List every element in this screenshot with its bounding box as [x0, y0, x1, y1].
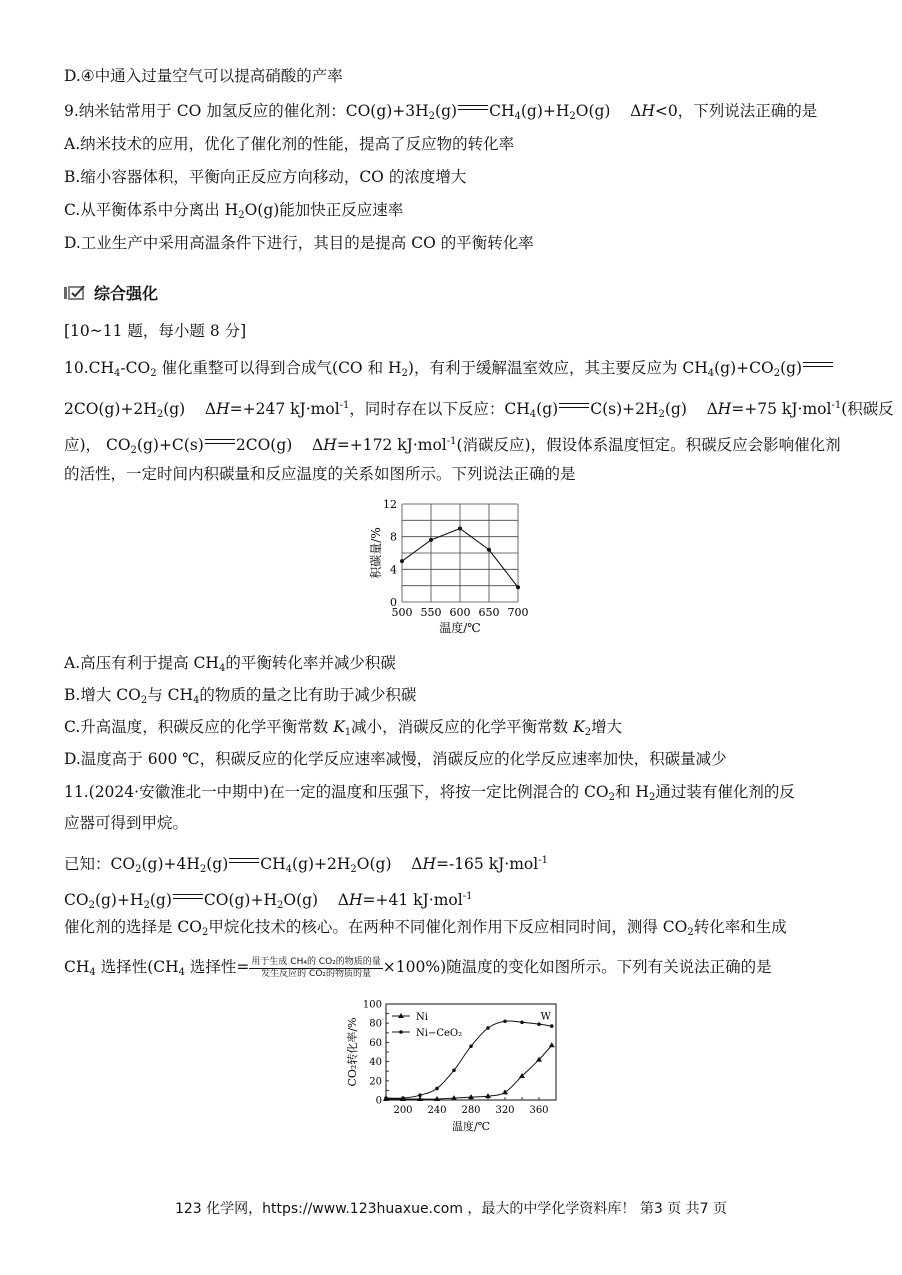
q11-line-5-pre: 催化剂的选择是 CO — [64, 918, 202, 936]
y-axis-label: CO₂转化率/% — [346, 1017, 359, 1087]
data-point — [516, 585, 520, 589]
x-tick-label: 600 — [449, 606, 471, 619]
q10-option-a-pre: A.高压有利于提高 CH — [64, 654, 219, 672]
data-point-dot — [520, 1020, 524, 1024]
y-tick-label: 40 — [369, 1057, 382, 1069]
x-tick-label: 320 — [495, 1105, 515, 1116]
x-tick-label: 360 — [529, 1105, 549, 1116]
q11-line-1-mid: 和 H — [615, 783, 649, 801]
q11-reaction-2: $CO_2(g)+H_2(g)$ $CO(g)+H_2O(g)$ ΔH=+41 kJ·mol$^{-1}$ — [64, 891, 473, 911]
y-tick-label: 0 — [390, 596, 397, 609]
y-tick-label: 100 — [362, 999, 382, 1011]
x-tick-label: 240 — [427, 1105, 447, 1116]
data-point-dot — [418, 1093, 422, 1097]
q11-line-1-post: 通过装有催化剂的反 — [655, 783, 795, 801]
x-tick-label: 200 — [393, 1105, 413, 1116]
data-point-dot — [469, 1044, 473, 1048]
q9-option-c-prefix: C.从平衡体系中分离出 H — [64, 201, 239, 219]
q9-option-c: C.从平衡体系中分离出 $H_2O(g)$能加快正反应速率 — [64, 201, 404, 221]
q9-stem-prefix: 9.纳米钴常用于 CO 加氢反应的催化剂： — [64, 102, 346, 120]
data-point-dot — [550, 1024, 554, 1028]
score-note: [10~11 题，每小题 8 分] — [64, 322, 247, 340]
section-heading — [64, 281, 158, 304]
y-tick-label: 80 — [369, 1018, 382, 1030]
q9-option-a: A.纳米技术的应用，优化了催化剂的性能，提高了反应物的转化率 — [64, 135, 515, 153]
q10-option-a-post: 的平衡转化率并减少积碳 — [225, 654, 396, 672]
q8-option-d: D.④中通入过量空气可以提高硝酸的产率 — [64, 67, 343, 85]
y-axis-label: 积碳量/% — [369, 527, 383, 579]
x-axis-label: 温度/℃ — [439, 621, 481, 635]
y-tick-label: 8 — [390, 530, 397, 544]
fraction-numerator: 用于生成 CH₄的 CO₂的物质的量 — [251, 956, 381, 967]
data-point — [400, 559, 404, 563]
q10-option-b-pre: B.增大 CO — [64, 686, 141, 704]
data-point-triangle — [549, 1042, 555, 1047]
q9-option-d: D.工业生产中采用高温条件下进行，其目的是提高 CO 的平衡转化率 — [64, 234, 534, 252]
x-tick-label: 550 — [420, 606, 442, 619]
data-point-dot — [435, 1087, 439, 1091]
q10-option-c-post: 增大 — [591, 718, 623, 736]
carbon-deposit-chart — [362, 494, 542, 642]
q11-line-1-pre: 11.(2024·安徽淮北一中期中)在一定的温度和压强下，将按一定比例混合的 CO — [64, 783, 609, 801]
data-point-dot — [486, 1026, 490, 1030]
data-point-dot — [503, 1019, 507, 1023]
data-point-dot — [384, 1096, 388, 1100]
co2-conversion-chart — [340, 996, 565, 1138]
data-point — [429, 538, 433, 542]
series-line-ni — [386, 1045, 552, 1099]
q11-known: 已知： — [64, 855, 111, 873]
plot-frame — [386, 1004, 556, 1100]
q10-line-2: $2CO(g)+2H_2(g)$ ΔH=+247 kJ·mol$^{-1}$，同时存在以下反应：$CH_4(g)$ $C(s)+2H_2(g)$ ΔH=+75 kJ·mol$^{-1}$(积碳反 — [64, 400, 894, 420]
legend-marker-dot — [399, 1030, 403, 1034]
data-point-dot — [401, 1096, 405, 1100]
q10-line-3: 应)， $CO_2(g)+C(s)$ 2CO(g) ΔH=+172 kJ·mol$^{-1}$(消碳反应)，假设体系温度恒定。积碳反应会影响催化剂 — [64, 436, 841, 456]
page-footer: 123 化学网，https://www.123huaxue.com ，最大的中学化学资料库！ 第3 页 共7 页 — [174, 1201, 728, 1217]
selectivity-fraction — [249, 957, 382, 980]
q11-line-5-post: 转化率和生成 — [693, 918, 787, 936]
data-point — [458, 527, 462, 531]
y-tick-label: 20 — [369, 1076, 382, 1088]
q11-line-6-post: ×100%)随温度的变化如图所示。下列有关说法正确的是 — [382, 958, 772, 976]
q10-line-4: 的活性，一定时间内积碳量和反应温度的关系如图所示。下列说法正确的是 — [64, 465, 576, 483]
q11-line-5: 催化剂的选择是 $CO_2$甲烷化技术的核心。在两种不同催化剂作用下反应相同时间，测得 $CO_2$转化率和生成 — [64, 918, 787, 938]
q10-option-b-post: 的物质的量之比有助于减少积碳 — [199, 686, 417, 704]
q11-line-6: $CH_4$ 选择性($CH_4$ 选择性= $\frac{\text{用于生成 CH₄的 CO₂的物质的量}}{\text{发生反应的 CO₂的物质的量}}$ ×100%)随温度的变化如图所示。下列有关说法正确的是 — [64, 956, 772, 979]
q11-line-1: 11.(2024·安徽淮北一中期中)在一定的温度和压强下，将按一定比例混合的 $CO_2$和 $H_2$通过装有催化剂的反 — [64, 783, 795, 803]
legend-label-ni-ceo2: Ni−CeO₂ — [416, 1028, 463, 1039]
data-point-dot — [452, 1068, 456, 1072]
q10-option-c-mid: 减小，消碳反应的化学平衡常数 — [351, 718, 569, 736]
x-tick-label: 700 — [507, 606, 529, 619]
fraction-denominator: 发生反应的 CO₂的物质的量 — [261, 968, 372, 979]
q11-line-2: 应器可得到甲烷。 — [64, 814, 189, 832]
q10-option-c: C.升高温度，积碳反应的化学平衡常数 $K_1$减小，消碳反应的化学平衡常数 $K_2$增大 — [64, 718, 623, 738]
q10-option-c-pre: C.升高温度，积碳反应的化学平衡常数 — [64, 718, 329, 736]
data-point — [487, 548, 491, 552]
x-tick-label: 500 — [391, 606, 413, 619]
y-tick-label: 60 — [369, 1037, 382, 1049]
y-tick-label: 12 — [383, 498, 397, 511]
q10-option-d: D.温度高于 600 ℃，积碳反应的化学反应速率减慢，消碳反应的化学反应速率加快，积碳量减少 — [64, 750, 727, 768]
checklist-icon — [64, 285, 86, 301]
series-line-ni-ceo2 — [386, 1021, 552, 1098]
q10-line-1: $10.CH_4-CO_2$ 催化重整可以得到合成气(CO 和 $H_2$)，有利于缓解温室效应，其主要反应为 $CH_4(g)+CO_2(g)$ — [64, 358, 834, 384]
q9-option-c-suffix: O(g)能加快正反应速率 — [244, 201, 404, 219]
q10-option-a: A.高压有利于提高 $CH_4$的平衡转化率并减少积碳 — [64, 654, 396, 674]
annotation-w: W — [540, 1011, 551, 1023]
section-title: 综合强化 — [94, 284, 159, 303]
data-point-dot — [537, 1022, 541, 1026]
x-tick-label: 280 — [461, 1105, 481, 1116]
x-axis-label: 温度/℃ — [451, 1120, 491, 1133]
q11-reaction-1: 已知：$CO_2(g)+4H_2(g)$ $CH_4(g)+2H_2O(g)$ ΔH=-165 kJ·mol$^{-1}$ — [64, 855, 548, 875]
x-tick-label: 650 — [478, 606, 500, 619]
q10-option-b-mid: 与 CH — [147, 686, 193, 704]
y-tick-label: 0 — [375, 1095, 382, 1107]
q10-option-b: B.增大 $CO_2$与 $CH_4$的物质的量之比有助于减少积碳 — [64, 686, 417, 706]
q9-option-b: B.缩小容器体积，平衡向正反应方向移动，CO 的浓度增大 — [64, 168, 467, 186]
legend-label-ni: Ni — [416, 1012, 428, 1023]
q9-stem-suffix: ，下列说法正确的是 — [677, 102, 818, 120]
q11-line-5-mid: 甲烷化技术的核心。在两种不同催化剂作用下反应相同时间，测得 CO — [208, 918, 688, 936]
y-tick-label: 4 — [390, 563, 397, 577]
q9-stem: 9.纳米钴常用于 CO 加氢反应的催化剂：$CO(g)+3H_2(g)$ $CH_4(g)+H_2O(g)$ ΔH<0，下列说法正确的是 — [64, 102, 818, 122]
data-point-triangle — [502, 1089, 508, 1094]
